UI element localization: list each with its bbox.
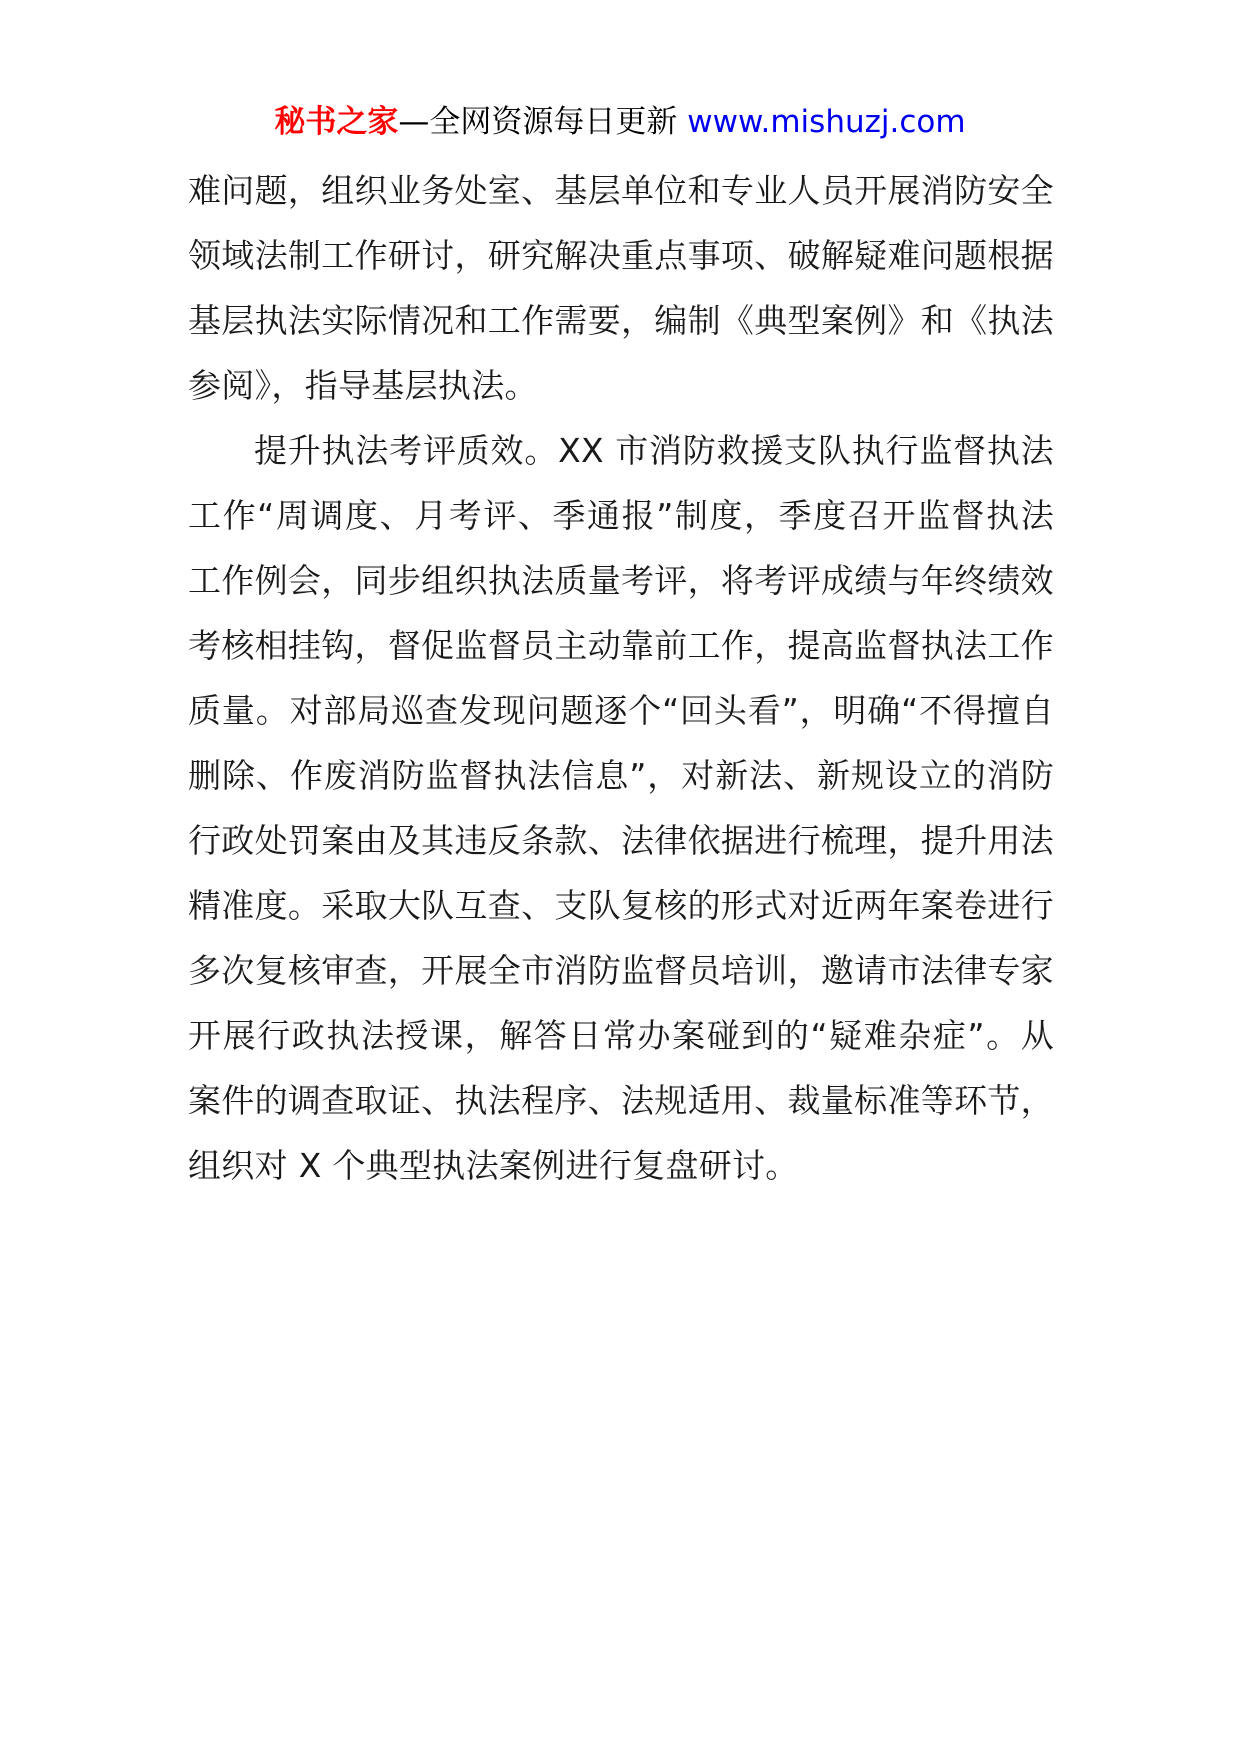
paragraph-continuation: 难问题，组织业务处室、基层单位和专业人员开展消防安全领域法制工作研讨，研究解决重点事项、破解疑难问题根据基层执法实际情况和工作需要，编制《典型案例》和《执法参阅》，指导基层执法。 bbox=[188, 171, 1054, 405]
site-url-link[interactable]: www.mishuzj.com bbox=[687, 104, 966, 140]
brand-name: 秘书之家 bbox=[274, 104, 399, 140]
header-tagline: —全网资源每日更新 bbox=[398, 104, 678, 140]
paragraph-evaluation-quality: 提升执法考评质效。XX 市消防救援支队执行监督执法工作“周调度、月考评、季通报”制度，季度召开监督执法工作例会，同步组织执法质量考评，将考评成绩与年终绩效考核相挂钩，督促监督员主动靠前工作，提高监督执法工作质量。对部局巡查发现问题逐个“回头看”，明确“不得擅自删除、作废消防监督执法信息”，对新法、新规设立的消防行政处罚案由及其违反条款、法律依据进行梳理，提升用法精准度。采取大队互查、支队复核的形式对近两年案卷进行多次复核审查，开展全市消防监督员培训，邀请市法律专家开展行政执法授课，解答日常办案碰到的“疑难杂症”。从案件的调查取证、执法程序、法规适用、裁量标准等环节，组织对 X 个典型执法案例进行复盘研讨。 bbox=[188, 431, 1054, 1185]
document-body bbox=[188, 158, 1054, 1198]
page-header bbox=[0, 100, 1240, 144]
